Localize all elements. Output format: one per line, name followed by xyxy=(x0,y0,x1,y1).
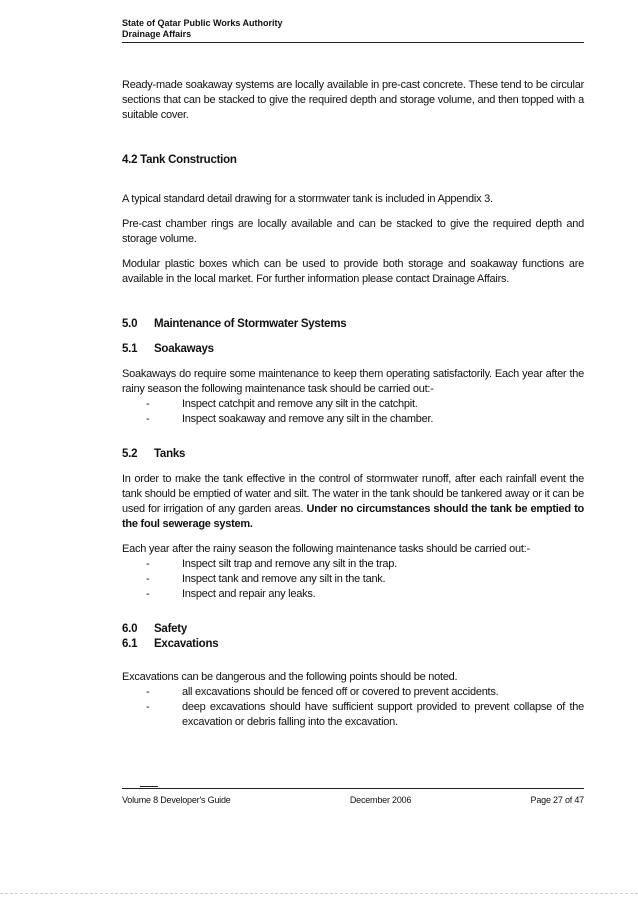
section-5-1-number: 5.1 xyxy=(122,343,138,355)
tanks-task-list xyxy=(122,557,584,602)
section-5-0-number: 5.0 xyxy=(122,318,138,330)
header-department: Drainage Affairs xyxy=(122,29,192,39)
list-item: - Inspect soakaway and remove any silt in the chamber. xyxy=(146,413,434,425)
soakaway-paragraph: Soakaways do require some maintenance to keep them operating satisfactorily. Each year after the rainy season the following maintenance task should be carried out:- xyxy=(122,368,584,395)
list-item: - Inspect silt trap and remove any silt in the trap. xyxy=(146,558,397,570)
tank-paragraph-2: Pre-cast chamber rings are locally available and can be stacked to give the required depth and storage volume. xyxy=(122,218,584,245)
scan-edge-line xyxy=(0,893,638,894)
bullet-dash: - xyxy=(146,588,150,600)
page-footer xyxy=(122,788,584,805)
excavations-list xyxy=(122,685,584,730)
bullet-dash: - xyxy=(146,558,150,570)
section-6-0-heading xyxy=(122,622,584,637)
section-6-0-number: 6.0 xyxy=(122,623,138,635)
section-5-2-heading xyxy=(122,447,584,462)
section-5-1-heading xyxy=(122,342,584,357)
bullet-dash: - xyxy=(146,413,150,425)
list-item: - all excavations should be fenced off or covered to prevent accidents. xyxy=(146,686,499,698)
excavations-paragraph: Excavations can be dangerous and the following points should be noted. xyxy=(122,671,458,683)
section-5-1-title: Soakaways xyxy=(154,343,214,355)
footer-rule-accent xyxy=(140,786,158,787)
footer-date: December 2006 xyxy=(349,795,412,805)
section-6-1-number: 6.1 xyxy=(122,638,138,650)
document-body xyxy=(122,78,584,730)
list-item: - Inspect tank and remove any silt in the tank. xyxy=(146,573,386,585)
section-5-0-heading xyxy=(122,317,584,332)
tank-paragraph-1: A typical standard detail drawing for a stormwater tank is included in Appendix 3. xyxy=(122,193,493,205)
section-6-1-heading xyxy=(122,637,584,652)
bullet-dash: - xyxy=(146,686,150,698)
soakaway-task-list xyxy=(122,397,584,427)
section-5-0-title: Maintenance of Stormwater Systems xyxy=(154,318,347,330)
tank-paragraph-3: Modular plastic boxes which can be used to provide both storage and soakaway functions are available in the local market. For further information please contact Drainage Affairs. xyxy=(122,258,584,285)
section-6-1-title: Excavations xyxy=(154,638,219,650)
page-header xyxy=(122,18,584,43)
section-5-2-number: 5.2 xyxy=(122,448,138,460)
tanks-paragraph-2: Each year after the rainy season the following maintenance tasks should be carried out:- xyxy=(122,543,530,555)
list-item: - Inspect and repair any leaks. xyxy=(146,588,316,600)
list-item: - Inspect catchpit and remove any silt in the catchpit. xyxy=(146,398,418,410)
section-4-2-heading: 4.2 Tank Construction xyxy=(122,154,237,166)
bullet-dash: - xyxy=(146,398,150,410)
footer-volume: Volume 8 Developer's Guide xyxy=(122,795,231,805)
list-item: - deep excavations should have sufficient support provided to prevent collapse of the excavation or debris falling into the excavation. xyxy=(146,701,584,728)
section-5-2-title: Tanks xyxy=(154,448,186,460)
intro-paragraph: Ready-made soakaway systems are locally available in pre-cast concrete. These tend to be circular sections that can be stacked to give the required depth and storage volume, and then topped with a suitable cover. xyxy=(122,79,584,121)
section-6-0-title: Safety xyxy=(154,623,188,635)
tanks-warning: Under no circumstances should the tank be emptied to the foul sewerage system. xyxy=(122,503,584,530)
tanks-paragraph: In order to make the tank effective in the control of stormwater runoff, after each rainfall event the tank should be emptied of water and silt. The water in the tank should be tankered away or it can be used for irrigation of any garden areas. Under no circumstances should the tank be emptied to the foul sewerage system. xyxy=(122,473,584,530)
header-organization: State of Qatar Public Works Authority xyxy=(122,18,283,28)
bullet-dash: - xyxy=(146,701,150,713)
bullet-dash: - xyxy=(146,573,150,585)
footer-page-number: Page 27 of 47 xyxy=(530,795,584,805)
